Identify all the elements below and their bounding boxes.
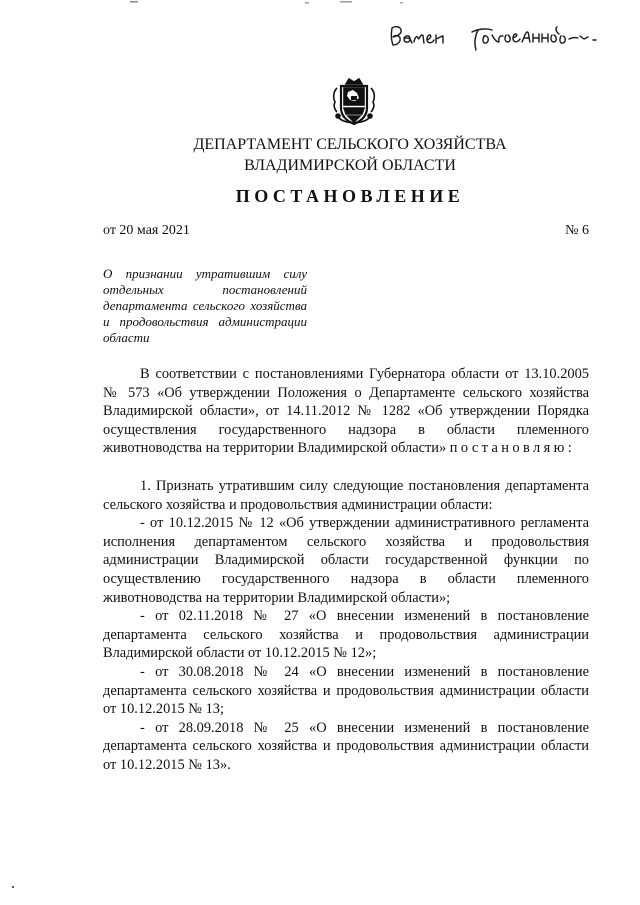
list-item: - от 30.08.2018 № 24 «О внесении изменений в постановление департамента сельского хозяйства и продовольствия администрации области от 10.12.2015 № 13;: [103, 663, 589, 718]
scan-dot: [12, 886, 14, 888]
document-body: [103, 365, 589, 774]
department-line-1: ДЕПАРТАМЕНТ СЕЛЬСКОГО ХОЗЯЙСТВА: [193, 136, 507, 153]
list-item: - от 02.11.2018 № 27 «О внесении изменений в постановление департамента сельского хозяйства и продовольствия администрации Владимирской области от 10.12.2015 № 12»;: [103, 608, 589, 662]
list-item: - от 28.09.2018 № 25 «О внесении изменений в постановление департамента сельского хозяйства и продовольствия администрации области от 10.12.2015 № 13».: [103, 719, 589, 773]
preamble-paragraph: [103, 365, 589, 458]
handwritten-note: [388, 18, 608, 54]
document-subject: О признании утратившим силу отдельных постановлений департамента сельского хозяйства и продовольствия администрации области: [103, 266, 307, 345]
preamble-text: В соответствии с постановлениями Губернатора области от 13.10.2005 № 573 «Об утверждении Положения о Департаменте сельского хозяйства Владимирской области», от 14.11.2012 № 1282 «Об утверждении Порядка осуществления государственного надзора в области племенного животноводства на территории Владимирской области»: [103, 366, 589, 457]
coat-of-arms-icon: [331, 76, 377, 128]
document-date: от 20 мая 2021: [103, 223, 190, 238]
decree-word: постановляю:: [449, 440, 576, 457]
department-line-2: ВЛАДИМИРСКОЙ ОБЛАСТИ: [244, 157, 456, 174]
date-number-row: [103, 223, 589, 239]
list-item: - от 10.12.2015 № 12 «Об утверждении административного регламента исполнения департаментом сельского хозяйства и продовольствия администрации Владимирской области государственной функции по осуществлению государственного надзора в области племенного животноводства на территории Владимирской области»;: [103, 515, 589, 606]
scan-artifacts: [100, 0, 540, 6]
department-name: [140, 134, 560, 176]
document-number: № 6: [565, 223, 589, 238]
item-1-paragraph: 1. Признать утратившим силу следующие постановления департамента сельского хозяйства и продовольствия администрации области:: [103, 477, 589, 513]
document-type-title: ПОСТАНОВЛЕНИЕ: [235, 186, 465, 206]
